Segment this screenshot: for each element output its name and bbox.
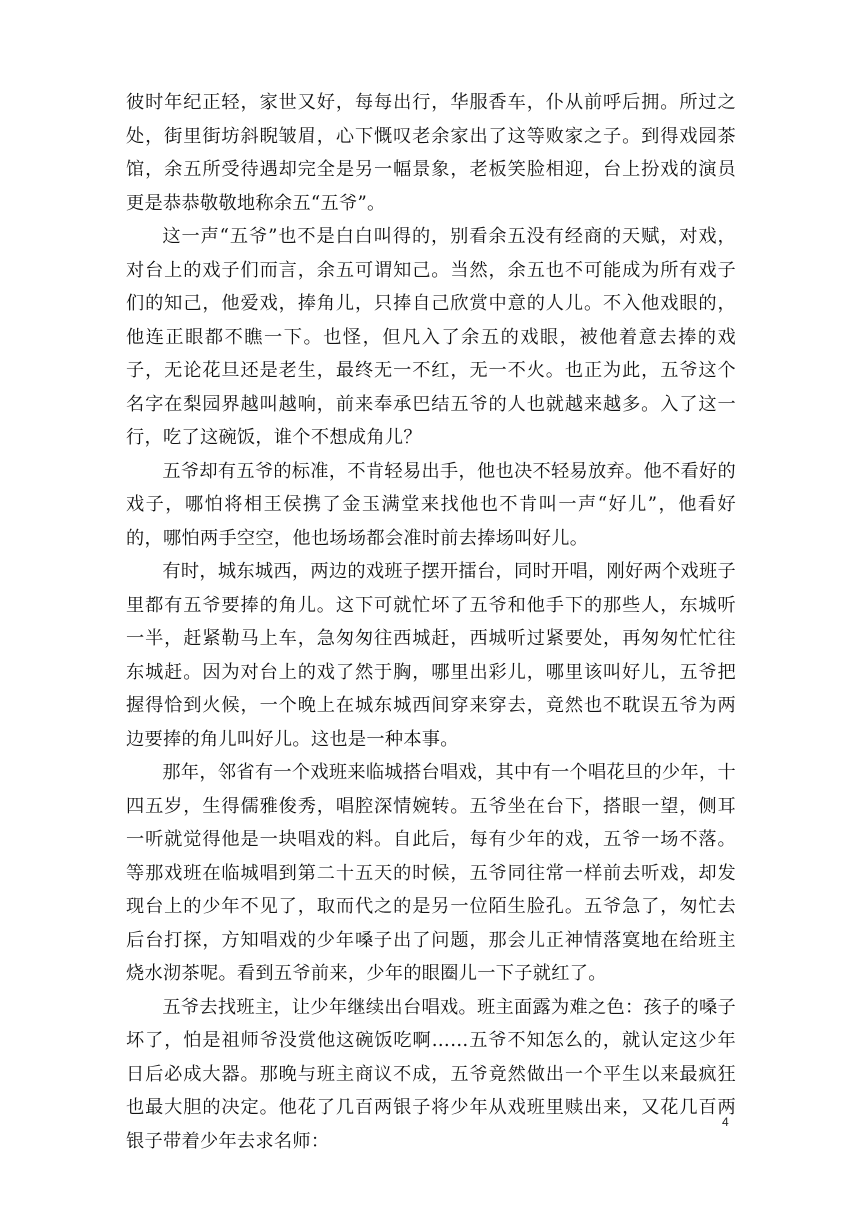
- paragraph-6: 五爷去找班主，让少年继续出台唱戏。班主面露为难之色：孩子的嗓子坏了，怕是祖师爷没赏他这碗饭吃啊……五爷不知怎么的，就认定这少年日后必成大器。那晚与班主商议不成，五爷竟然做出一个平生以来最疯狂也最大胆的决定。他花了几百两银子将少年从戏班里赎出来，又花几百两银子带着少年去求名师：: [126, 996, 736, 1152]
- paragraph-3: 五爷却有五爷的标准，不肯轻易出手，他也决不轻易放弃。他不看好的戏子，哪怕将相王侯携了金玉满堂来找他也不肯叫一声“好儿”，他看好的，哪怕两手空空，他也场场都会准时前去捧场叫好儿。: [126, 460, 736, 549]
- body-text: [126, 86, 736, 1158]
- paragraph-4: 有时，城东城西，两边的戏班子摆开擂台，同时开唱，刚好两个戏班子里都有五爷要捧的角儿。这下可就忙坏了五爷和他手下的那些人，东城听一半，赶紧勒马上车，急匆匆往西城赶，西城听过紧要处，再匆匆忙忙往东城赶。因为对台上的戏了然于胸，哪里出彩儿，哪里该叫好儿，五爷把握得恰到火候，一个晚上在城东城西间穿来穿去，竟然也不耽误五爷为两边要捧的角儿叫好儿。这也是一种本事。: [126, 561, 736, 750]
- paragraph-1: 彼时年纪正轻，家世又好，每每出行，华服香车，仆从前呼后拥。所过之处，街里街坊斜睨皱眉，心下慨叹老余家出了这等败家之子。到得戏园茶馆，余五所受待遇却完全是另一幅景象，老板笑脸相迎，台上扮戏的演员更是恭恭敬敬地称余五“五爷”。: [126, 92, 736, 214]
- paragraph-2: 这一声“五爷”也不是白白叫得的，别看余五没有经商的天赋，对戏，对台上的戏子们而言，余五可谓知己。当然，余五也不可能成为所有戏子们的知己，他爱戏，捧角儿，只捧自己欣赏中意的人儿。不入他戏眼的，他连正眼都不瞧一下。也怪，但凡入了余五的戏眼，被他着意去捧的戏子，无论花旦还是老生，最终无一不红，无一不火。也正为此，五爷这个名字在梨园界越叫越响，前来奉承巴结五爷的人也就越来越多。入了这一行，吃了这碗饭，谁个不想成角儿？: [126, 226, 736, 448]
- page-number: 4: [722, 1115, 729, 1129]
- paragraph-5: 那年，邻省有一个戏班来临城搭台唱戏，其中有一个唱花旦的少年，十四五岁，生得儒雅俊秀，唱腔深情婉转。五爷坐在台下，搭眼一望，侧耳一听就觉得他是一块唱戏的料。自此后，每有少年的戏，五爷一场不落。等那戏班在临城唱到第二十五天的时候，五爷同往常一样前去听戏，却发现台上的少年不见了，取而代之的是另一位陌生脸孔。五爷急了，匆忙去后台打探，方知唱戏的少年嗓子出了问题，那会儿正神情落寞地在给班主烧水沏茶呢。看到五爷前来，少年的眼圈儿一下子就红了。: [126, 762, 736, 984]
